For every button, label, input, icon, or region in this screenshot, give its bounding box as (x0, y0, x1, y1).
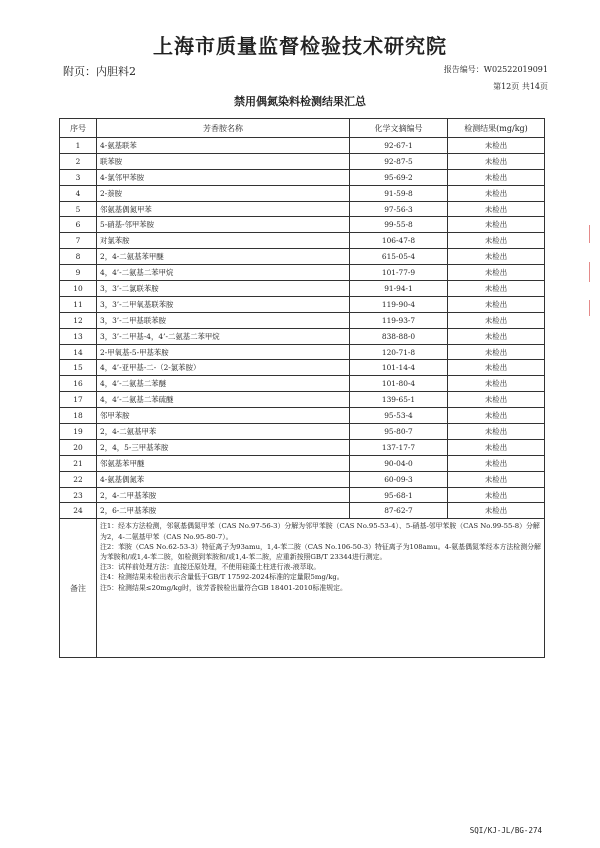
cas-number: 97-56-3 (350, 201, 448, 217)
test-result: 未检出 (448, 265, 545, 281)
table-row (60, 169, 545, 185)
row-number: 18 (60, 408, 97, 424)
amine-name: 对氯苯胺 (97, 233, 350, 249)
cas-number: 615-05-4 (350, 249, 448, 265)
cas-number: 101-14-4 (350, 360, 448, 376)
amine-name: 4-氨基联苯 (97, 138, 350, 154)
table-row (60, 249, 545, 265)
cas-number: 92-67-1 (350, 138, 448, 154)
table-row (60, 138, 545, 154)
test-result: 未检出 (448, 169, 545, 185)
table-row (60, 487, 545, 503)
cas-number: 95-69-2 (350, 169, 448, 185)
column-header-result: 检测结果(mg/kg) (448, 119, 545, 138)
cas-number: 87-62-7 (350, 503, 448, 519)
amine-name: 邻氨基苯甲醚 (97, 455, 350, 471)
cas-number: 91-59-8 (350, 185, 448, 201)
amine-name: 邻甲苯胺 (97, 408, 350, 424)
amine-name: 4，4’-二氨基二苯甲烷 (97, 265, 350, 281)
table-title: 禁用偶氮染料检测结果汇总 (234, 95, 366, 108)
amine-name: 2，4，5-三甲基苯胺 (97, 439, 350, 455)
institute-title: 上海市质量监督检验技术研究院 (153, 34, 447, 58)
test-result: 未检出 (448, 439, 545, 455)
amine-name: 2，4-二氨基甲苯 (97, 424, 350, 440)
amine-name: 4-氯邻甲苯胺 (97, 169, 350, 185)
note-line: 注3：试样前处理方法：直接还原处理，不使用硅藻土柱进行液-液萃取。 (100, 563, 321, 572)
amine-name: 3，3’-二甲氧基联苯胺 (97, 296, 350, 312)
test-result: 未检出 (448, 281, 545, 297)
row-number: 6 (60, 217, 97, 233)
edge-stamp-mark (589, 300, 598, 316)
table-row (60, 328, 545, 344)
test-result: 未检出 (448, 138, 545, 154)
note-line: 注5：检测结果≤20mg/kg时，该芳香胺检出量符合GB 18401-2010标准规定。 (100, 583, 347, 592)
column-header-name: 芳香胺名称 (97, 119, 350, 138)
table-row (60, 265, 545, 281)
table-row (60, 281, 545, 297)
row-number: 16 (60, 376, 97, 392)
row-number: 19 (60, 424, 97, 440)
cas-number: 120-71-8 (350, 344, 448, 360)
cas-number: 119-90-4 (350, 296, 448, 312)
results-table (59, 118, 545, 658)
test-result: 未检出 (448, 201, 545, 217)
amine-name: 4，4’-亚甲基-二-（2-氯苯胺） (97, 360, 350, 376)
cas-number: 92-87-5 (350, 153, 448, 169)
amine-name: 邻氨基偶氮甲苯 (97, 201, 350, 217)
cas-number: 95-68-1 (350, 487, 448, 503)
note-line: 注4：检测结果未检出表示含量低于GB/T 17592-2024标准的定量限5mg/kg。 (100, 573, 344, 582)
row-number: 14 (60, 344, 97, 360)
row-number: 12 (60, 312, 97, 328)
row-number: 9 (60, 265, 97, 281)
cas-number: 139-65-1 (350, 392, 448, 408)
row-number: 23 (60, 487, 97, 503)
row-number: 17 (60, 392, 97, 408)
row-number: 2 (60, 153, 97, 169)
amine-name: 3，3’-二氯联苯胺 (97, 281, 350, 297)
document-code: SQI/KJ-JL/BG-274 (469, 826, 542, 835)
row-number: 20 (60, 439, 97, 455)
cas-number: 91-94-1 (350, 281, 448, 297)
report-number: 报告编号：W02522019091 (443, 65, 548, 74)
table-body (60, 138, 545, 519)
edge-stamp-mark (589, 225, 598, 243)
cas-number: 90-04-0 (350, 455, 448, 471)
notes-row (60, 519, 545, 658)
table-row (60, 439, 545, 455)
amine-name: 3，3’-二甲基联苯胺 (97, 312, 350, 328)
amine-name: 4，4’-二氨基二苯硫醚 (97, 392, 350, 408)
amine-name: 联苯胺 (97, 153, 350, 169)
column-header-no: 序号 (60, 119, 97, 138)
row-number: 4 (60, 185, 97, 201)
cas-number: 95-53-4 (350, 408, 448, 424)
table-row (60, 424, 545, 440)
amine-name: 4，4’-二氨基二苯醚 (97, 376, 350, 392)
table-row (60, 201, 545, 217)
table-row (60, 408, 545, 424)
test-result: 未检出 (448, 455, 545, 471)
test-result: 未检出 (448, 344, 545, 360)
test-result: 未检出 (448, 153, 545, 169)
table-row (60, 217, 545, 233)
note-line: 注1：经本方法检测，邻氨基偶氮甲苯（CAS No.97-56-3）分解为邻甲苯胺（CAS No.95-53-4）、5-硝基-邻甲苯胺（CAS No.99-55-8）分解为2，4-二氨基甲苯（CAS No.95-80-7）。 (100, 522, 540, 541)
cas-number: 101-80-4 (350, 376, 448, 392)
row-number: 1 (60, 138, 97, 154)
amine-name: 5-硝基-邻甲苯胺 (97, 217, 350, 233)
table-row (60, 503, 545, 519)
notes-label: 备注 (60, 519, 97, 658)
page-number: 第12页 共14页 (493, 82, 548, 91)
row-number: 7 (60, 233, 97, 249)
table-row (60, 153, 545, 169)
amine-name: 2-萘胺 (97, 185, 350, 201)
test-result: 未检出 (448, 249, 545, 265)
row-number: 8 (60, 249, 97, 265)
amine-name: 2，6-二甲基苯胺 (97, 503, 350, 519)
table-header-row (60, 119, 545, 138)
row-number: 5 (60, 201, 97, 217)
cas-number: 60-09-3 (350, 471, 448, 487)
test-result: 未检出 (448, 424, 545, 440)
cas-number: 137-17-7 (350, 439, 448, 455)
row-number: 11 (60, 296, 97, 312)
test-result: 未检出 (448, 185, 545, 201)
note-line: 注2：苯胺（CAS No.62-53-3）特征离子为93amu，1,4-苯二胺（CAS No.106-50-3）特征离子为108amu。4-氨基偶氮苯经本方法检测分解为苯胺和/或1,4-苯二胺，如检测到苯胺和/或1,4-苯二胺，应重新按照GB/T 23344进行测定。 (100, 542, 541, 561)
table-row (60, 471, 545, 487)
test-result: 未检出 (448, 217, 545, 233)
test-result: 未检出 (448, 376, 545, 392)
row-number: 13 (60, 328, 97, 344)
table-row (60, 233, 545, 249)
row-number: 15 (60, 360, 97, 376)
table-row (60, 185, 545, 201)
row-number: 10 (60, 281, 97, 297)
column-header-cas: 化学文摘编号 (350, 119, 448, 138)
test-result: 未检出 (448, 312, 545, 328)
row-number: 24 (60, 503, 97, 519)
test-result: 未检出 (448, 487, 545, 503)
test-result: 未检出 (448, 360, 545, 376)
table-row (60, 344, 545, 360)
table-row (60, 376, 545, 392)
cas-number: 101-77-9 (350, 265, 448, 281)
amine-name: 4-氨基偶氮苯 (97, 471, 350, 487)
test-result: 未检出 (448, 296, 545, 312)
test-result: 未检出 (448, 408, 545, 424)
amine-name: 2-甲氧基-5-甲基苯胺 (97, 344, 350, 360)
edge-stamp-mark (589, 262, 598, 282)
notes-content (97, 519, 545, 658)
cas-number: 838-88-0 (350, 328, 448, 344)
test-result: 未检出 (448, 392, 545, 408)
cas-number: 95-80-7 (350, 424, 448, 440)
amine-name: 3，3’-二甲基-4，4’-二氨基二苯甲烷 (97, 328, 350, 344)
row-number: 22 (60, 471, 97, 487)
table-row (60, 360, 545, 376)
cas-number: 119-93-7 (350, 312, 448, 328)
table-row (60, 392, 545, 408)
cas-number: 99-55-8 (350, 217, 448, 233)
cas-number: 106-47-8 (350, 233, 448, 249)
test-result: 未检出 (448, 328, 545, 344)
attachment-label: 附页：内胆料2 (63, 65, 136, 78)
test-result: 未检出 (448, 503, 545, 519)
test-result: 未检出 (448, 471, 545, 487)
table-row (60, 455, 545, 471)
amine-name: 2，4-二氨基苯甲醚 (97, 249, 350, 265)
row-number: 3 (60, 169, 97, 185)
table-row (60, 312, 545, 328)
row-number: 21 (60, 455, 97, 471)
table-row (60, 296, 545, 312)
amine-name: 2，4-二甲基苯胺 (97, 487, 350, 503)
test-result: 未检出 (448, 233, 545, 249)
